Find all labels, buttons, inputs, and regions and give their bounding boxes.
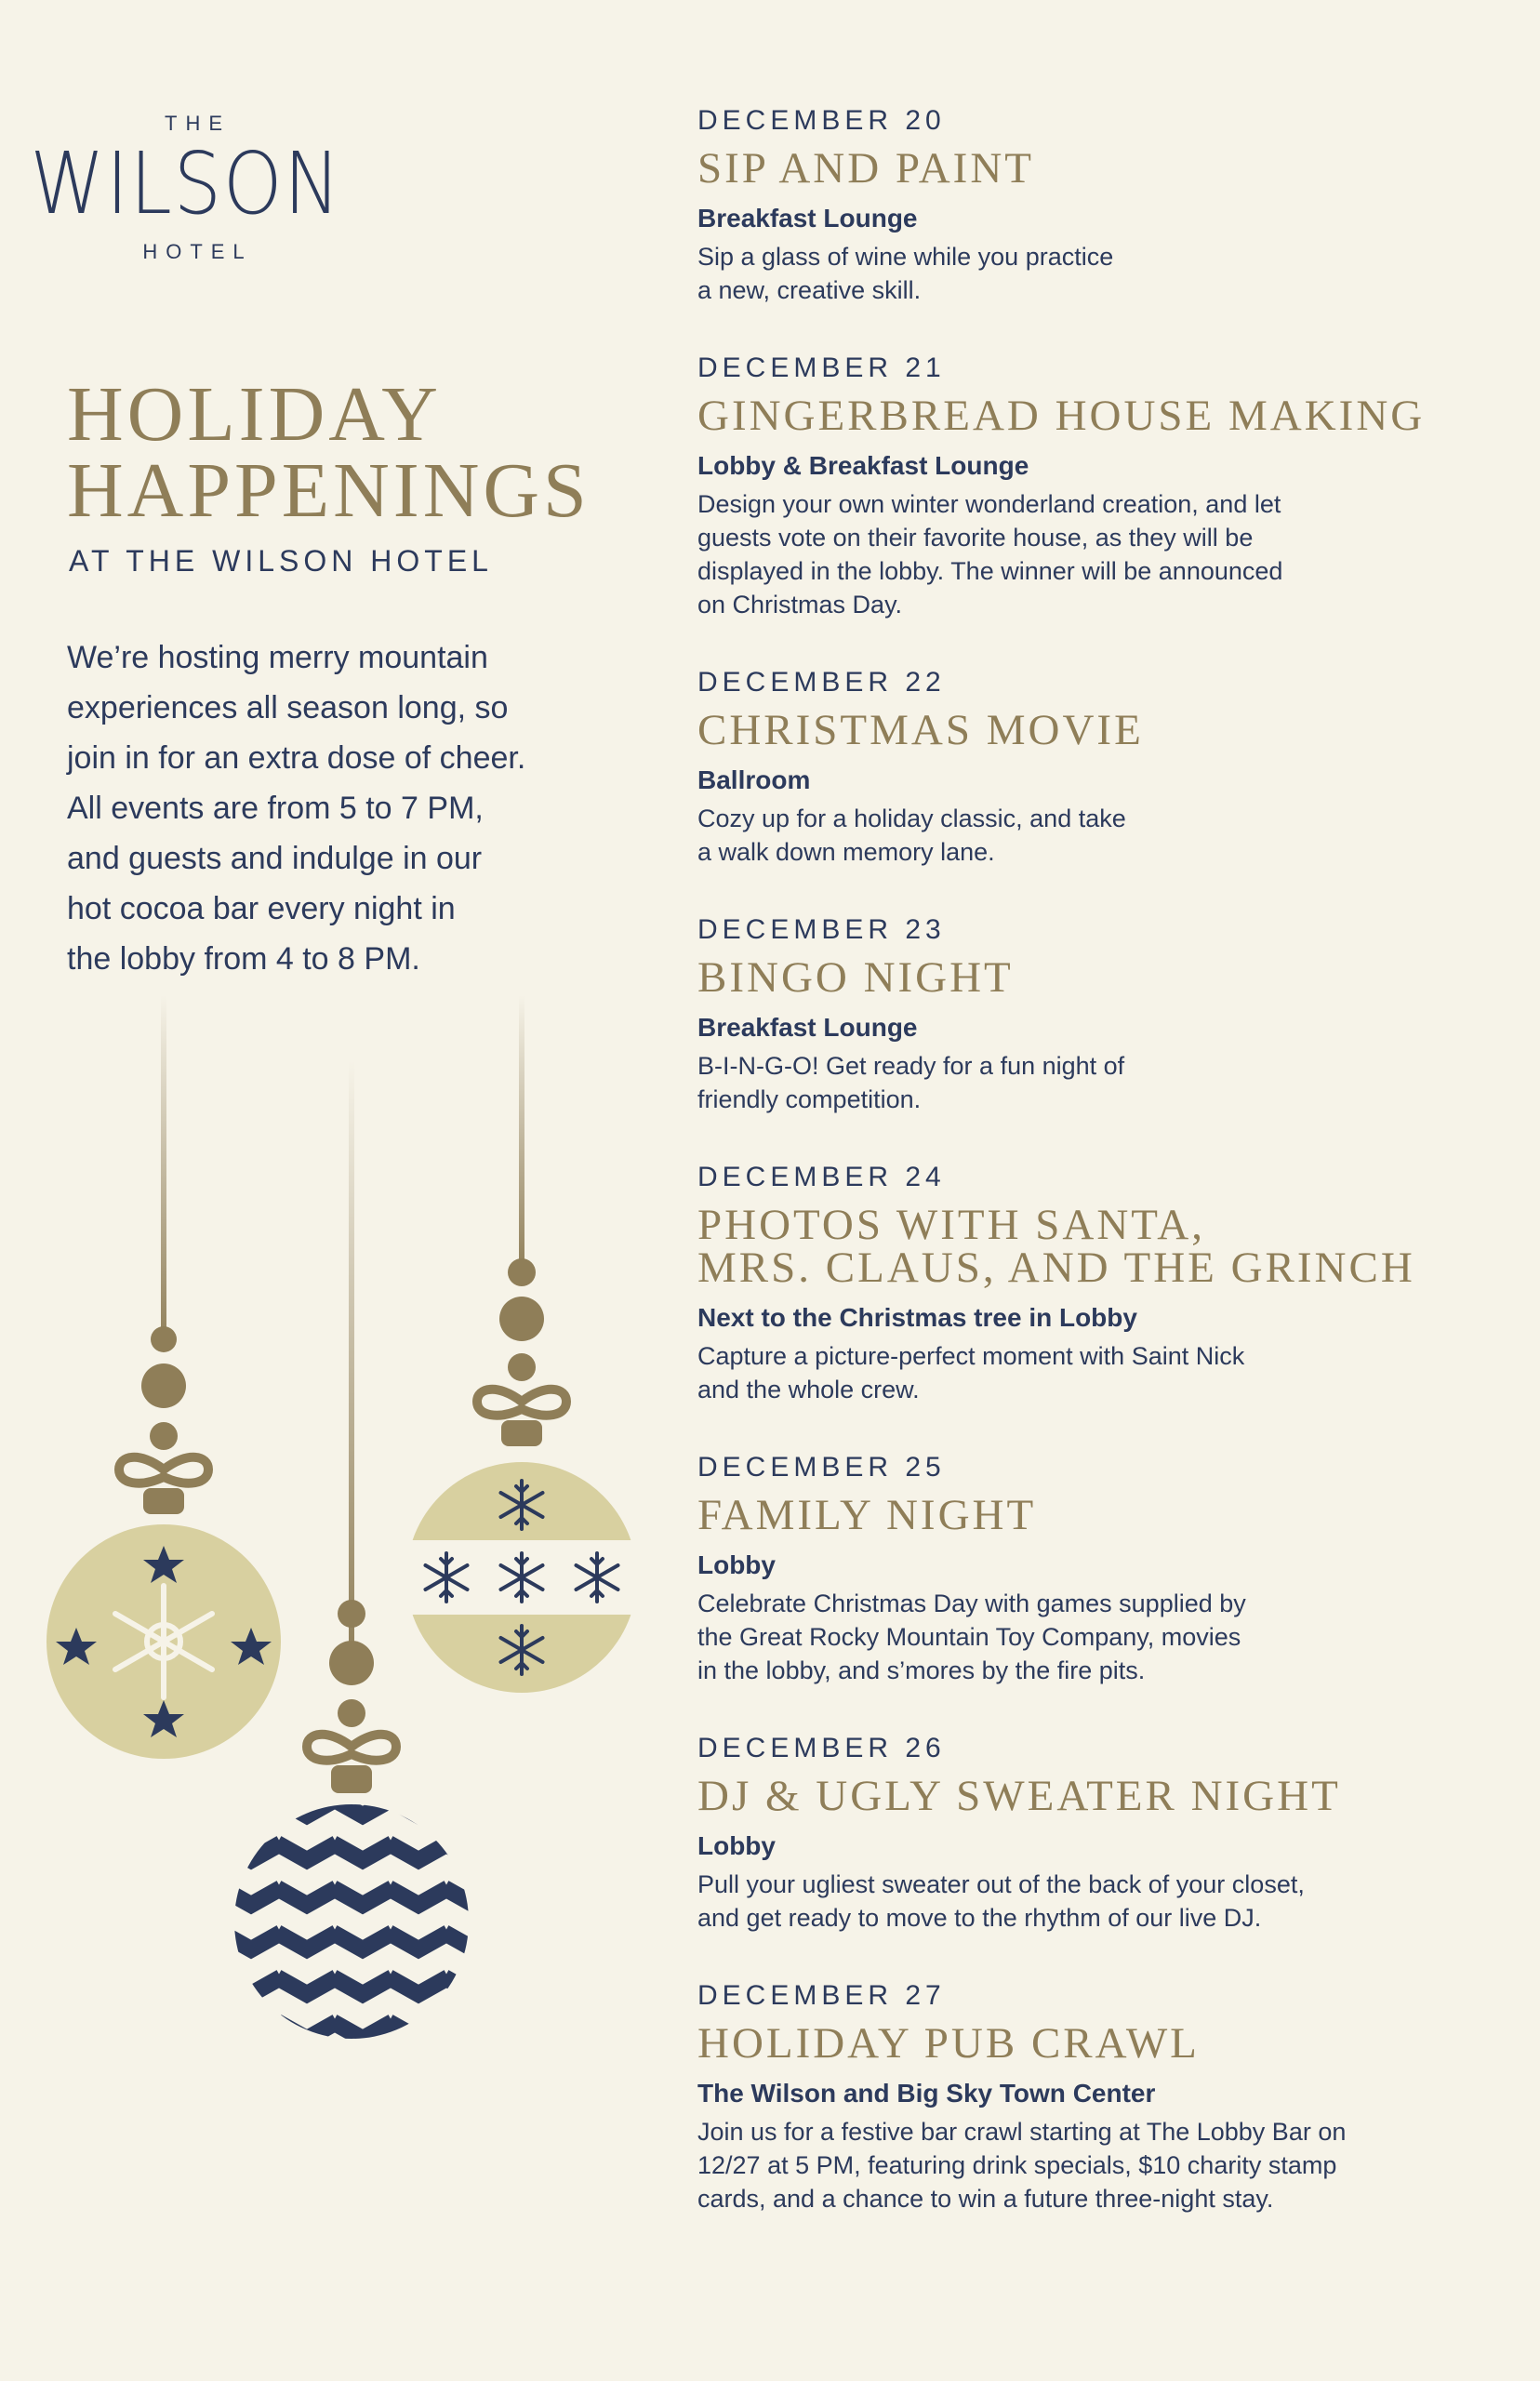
- event-date: DECEMBER 24: [697, 1162, 946, 1192]
- event-date: DECEMBER 25: [697, 1452, 946, 1483]
- hotel-logo: [30, 112, 418, 264]
- event-item: [697, 913, 1497, 1116]
- intro-line: and guests and indulge in our: [67, 841, 483, 876]
- intro-line: join in for an extra dose of cheer.: [67, 740, 526, 776]
- page-title: [67, 371, 591, 534]
- event-venue: Ballroom: [697, 765, 811, 794]
- desc-line: Pull your ugliest sweater out of the back of your closet,: [697, 1870, 1305, 1898]
- intro-line: We’re hosting merry mountain: [67, 640, 488, 675]
- event-item: [697, 104, 1497, 307]
- desc-line: guests vote on their favorite house, as they will be: [697, 524, 1254, 552]
- desc-line: in the lobby, and s’mores by the fire pits.: [697, 1656, 1146, 1684]
- desc-line: on Christmas Day.: [697, 591, 903, 619]
- desc-line: the Great Rocky Mountain Toy Company, movies: [697, 1623, 1241, 1651]
- event-title: BINGO NIGHT: [697, 953, 1014, 1002]
- event-title: DJ & UGLY SWEATER NIGHT: [697, 1772, 1341, 1820]
- event-venue: Lobby & Breakfast Lounge: [697, 451, 1029, 480]
- desc-line: a new, creative skill.: [697, 276, 922, 304]
- logo-the: THE: [165, 112, 231, 135]
- event-item: [697, 1979, 1497, 2215]
- desc-line: 12/27 at 5 PM, featuring drink specials, $10 charity stamp: [697, 2151, 1337, 2179]
- event-item: [697, 666, 1497, 869]
- event-description: [697, 802, 1497, 869]
- intro-line: the lobby from 4 to 8 PM.: [67, 941, 420, 977]
- event-description: [697, 2115, 1497, 2215]
- event-venue: Next to the Christmas tree in Lobby: [697, 1303, 1137, 1332]
- event-venue: The Wilson and Big Sky Town Center: [697, 2079, 1156, 2108]
- event-item: [697, 1451, 1497, 1687]
- intro-line: experiences all season long, so: [67, 690, 509, 725]
- event-item: [697, 1161, 1497, 1406]
- desc-line: cards, and a chance to win a future three-night stay.: [697, 2185, 1274, 2213]
- desc-line: friendly competition.: [697, 1085, 922, 1113]
- desc-line: Capture a picture-perfect moment with Saint Nick: [697, 1342, 1245, 1370]
- event-description: [697, 1868, 1497, 1935]
- headline-line1: HOLIDAY: [67, 371, 442, 458]
- event-title: PHOTOS WITH SANTA,: [697, 1201, 1205, 1249]
- event-date: DECEMBER 21: [697, 352, 946, 383]
- event-title: SIP AND PAINT: [697, 144, 1034, 193]
- event-date: DECEMBER 26: [697, 1733, 946, 1763]
- event-description: [697, 487, 1497, 621]
- logo-wilson: WILSON: [30, 134, 342, 233]
- desc-line: Cozy up for a holiday classic, and take: [697, 805, 1126, 832]
- event-title: FAMILY NIGHT: [697, 1491, 1037, 1539]
- event-title: CHRISTMAS MOVIE: [697, 706, 1144, 754]
- event-description: [697, 1049, 1497, 1116]
- event-item: [697, 352, 1497, 621]
- event-title: GINGERBREAD HOUSE MAKING: [697, 392, 1426, 440]
- event-title-line2: MRS. CLAUS, AND THE GRINCH: [697, 1244, 1415, 1292]
- ornament-right: [406, 995, 637, 1693]
- desc-line: B-I-N-G-O! Get ready for a fun night of: [697, 1052, 1125, 1080]
- ornament-left: [46, 995, 281, 1759]
- event-description: [697, 1339, 1497, 1406]
- headline-line2: HAPPENINGS: [67, 447, 591, 534]
- intro-line: All events are from 5 to 7 PM,: [67, 791, 484, 826]
- desc-line: Join us for a festive bar crawl starting at The Lobby Bar on: [697, 2118, 1347, 2146]
- desc-line: Celebrate Christmas Day with games supplied by: [697, 1590, 1246, 1617]
- ornaments-illustration: [0, 986, 670, 2065]
- intro-paragraph: [67, 632, 625, 984]
- desc-line: and the whole crew.: [697, 1376, 920, 1403]
- intro-line: hot cocoa bar every night in: [67, 891, 456, 926]
- desc-line: and get ready to move to the rhythm of our live DJ.: [697, 1904, 1262, 1932]
- events-list: [697, 104, 1497, 2260]
- event-description: [697, 240, 1497, 307]
- event-item: [697, 1732, 1497, 1935]
- event-venue: Breakfast Lounge: [697, 1013, 918, 1042]
- logo-hotel: HOTEL: [142, 240, 253, 263]
- desc-line: Design your own winter wonderland creation, and let: [697, 490, 1281, 518]
- event-date: DECEMBER 20: [697, 105, 946, 136]
- event-date: DECEMBER 23: [697, 914, 946, 945]
- desc-line: Sip a glass of wine while you practice: [697, 243, 1114, 271]
- event-title: HOLIDAY PUB CRAWL: [697, 2019, 1200, 2068]
- desc-line: displayed in the lobby. The winner will be announced: [697, 557, 1283, 585]
- desc-line: a walk down memory lane.: [697, 838, 995, 866]
- event-venue: Lobby: [697, 1550, 776, 1579]
- event-venue: Breakfast Lounge: [697, 204, 918, 233]
- event-venue: Lobby: [697, 1831, 776, 1860]
- event-description: [697, 1587, 1497, 1687]
- event-date: DECEMBER 22: [697, 667, 946, 698]
- event-date: DECEMBER 27: [697, 1980, 946, 2011]
- page-subtitle: AT THE WILSON HOTEL: [69, 544, 493, 578]
